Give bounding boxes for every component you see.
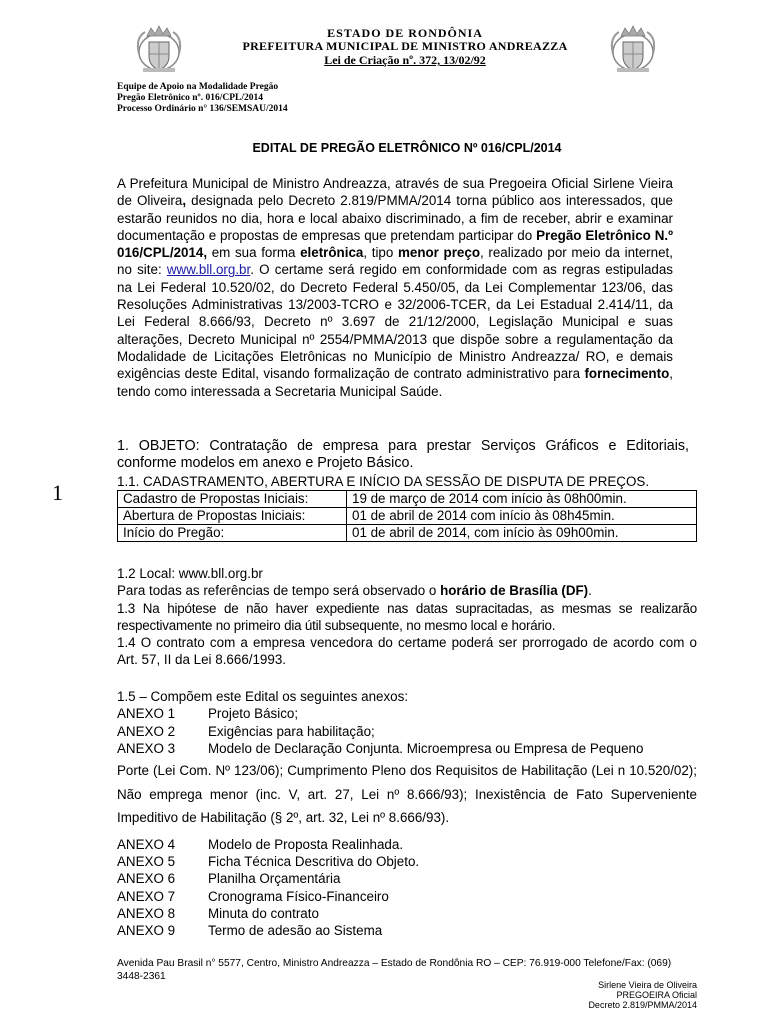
list-item — [117, 723, 697, 740]
schedule-label: Abertura de Propostas Iniciais: — [118, 508, 347, 525]
schedule-label: Cadastro de Propostas Iniciais: — [118, 491, 347, 508]
intro-paragraph — [117, 175, 673, 400]
list-item — [117, 836, 697, 853]
note-text: . — [588, 583, 592, 599]
intro-text: A Prefeitura Municipal de Ministro Andreazza, através de sua Pregoeira Oficial Sirlene Vieira de Oliveira — [117, 176, 673, 209]
annex-desc: Cronograma Físico-Financeiro — [208, 888, 389, 904]
annex-desc: Termo de adesão ao Sistema — [208, 923, 383, 939]
annex-id: ANEXO 7 — [117, 888, 176, 904]
annex-desc: Ficha Técnica Descritiva do Objeto. — [208, 853, 420, 869]
signature-line: PREGOEIRA Oficial — [616, 990, 697, 1000]
annex-id: ANEXO 2 — [117, 723, 176, 739]
list-item — [117, 888, 697, 905]
letterhead — [0, 0, 770, 120]
note-text: Para todas as referências de tempo será observado o — [117, 583, 441, 599]
annex-desc: Projeto Básico; — [208, 706, 299, 722]
annex-id: ANEXO 6 — [117, 871, 176, 887]
table-row — [118, 491, 697, 508]
intro-bold: fornecimento — [584, 366, 670, 382]
annex-id: ANEXO 9 — [117, 923, 176, 939]
schedule-value: 19 de março de 2014 com início às 08h00min. — [347, 491, 697, 508]
meta-line: Pregão Eletrônico nº. 016/CPL/2014 — [117, 93, 263, 103]
municipal-crest-icon — [607, 24, 659, 74]
list-item — [117, 922, 697, 939]
footer-address: Avenida Pau Brasil n° 5577, Centro, Ministro Andreazza – Estado de Rondônia RO – CEP: 76.919-000 Telefone/Fax: (069) 3448-2361 — [117, 958, 672, 982]
section-1-1-heading: 1.1. CADASTRAMENTO, ABERTURA E INÍCIO DA SESSÃO DE DISPUTA DE PREÇOS. — [117, 474, 650, 489]
signature-line: Decreto 2.819/PMMA/2014 — [588, 1000, 697, 1010]
document-title: EDITAL DE PREGÃO ELETRÔNICO Nº 016/CPL/2014 — [252, 141, 562, 155]
annexes-section — [117, 688, 697, 939]
annex-id: ANEXO 4 — [117, 836, 176, 852]
table-row — [118, 508, 697, 525]
schedule-value: 01 de abril de 2014, com início às 09h00min. — [347, 525, 697, 542]
object-section: 1. OBJETO: Contratação de empresa para prestar Serviços Gráficos e Editoriais, conforme modelos em anexo e Projeto Básico. — [117, 438, 689, 471]
schedule-table — [117, 490, 697, 542]
meta-line: Processo Ordinário n° 136/SEMSAU/2014 — [117, 104, 288, 114]
page-number: 1 — [52, 480, 63, 505]
section-1-5: 1.5 – Compõem este Edital os seguintes anexos: — [117, 689, 409, 704]
intro-bold: Pregão Eletrônico N.º 016/CPL/2014, — [117, 227, 673, 261]
annex-id: ANEXO 8 — [117, 905, 176, 921]
section-1-3: 1.3 Na hipótese de não haver expediente nas datas supracitadas, as mesmas se realizarão respectivamente no primeiro dia útil subsequente, no mesmo local e horário. — [117, 600, 697, 633]
header-prefecture: PREFEITURA MUNICIPAL DE MINISTRO ANDREAZZA — [242, 39, 568, 53]
intro-text: , tendo como interessada a Secretaria Municipal Saúde. — [117, 366, 673, 399]
list-item — [117, 870, 697, 887]
annex-desc: Modelo de Proposta Realinhada. — [208, 836, 404, 852]
intro-bold: menor preço — [397, 245, 481, 261]
footer-signature — [588, 980, 697, 1010]
table-row — [118, 525, 697, 542]
brasilia-time-note — [117, 582, 697, 599]
list-item — [117, 705, 697, 722]
annex-desc: Modelo de Declaração Conjunta. Microempresa ou Empresa de Pequeno — [208, 740, 644, 756]
note-bold: horário de Brasília (DF) — [440, 583, 589, 599]
annex-desc: Minuta do contrato — [208, 905, 319, 921]
process-meta — [117, 82, 288, 115]
intro-bold: eletrônica — [300, 245, 364, 261]
meta-line: Equipe de Apoio na Modalidade Pregão — [117, 82, 279, 92]
intro-text: . O certame será regido em conformidade com as regras estipuladas na Lei Federal 10.520/02, do Decreto Federal 5.450/05, da Lei Complementar 123/06, das Resoluções Administrativas 13/2003-TCRO e 32/2006-TCER, da Lei Estadual 2.414/11, da Lei Federal 8.666/93, Decreto nº 3.697 de 21/12/2000, Legislação Municipal e suas alterações, Decreto Municipal nº 2554/PMMA/2013 que dispõe sobre a regulamentação da Modalidade de Licitações Eletrônicas no Município de Ministro Andreazza/ RO, e demais exigências deste Edital, visando formalização de contrato administrativo para — [117, 262, 673, 382]
list-item — [117, 740, 697, 757]
header-state: ESTADO DE RONDÔNIA — [327, 26, 483, 40]
signature-line: Sirlene Vieira de Oliveira — [598, 980, 697, 990]
intro-text: designada pelo Decreto 2.819/PMMA/2014 torna público aos interessados, que estarão reunidos no dia, hora e local abaixo discriminado, a fim de receber, abrir e examinar documentação e propostas de empresas que pretendam participar do — [117, 193, 673, 243]
annex-3-continuation: Porte (Lei Com. Nº 123/06); Cumprimento Pleno dos Requisitos de Habilitação (Lei n 10.520/02); Não emprega menor (inc. V, art. 27, Lei nº 8.666/93); Inexistência de Fato Superveniente Impeditivo de Habilitação (§ 2º, art. 32, Lei nº 8.666/93). — [117, 763, 697, 826]
intro-text: , — [182, 193, 187, 209]
annex-desc: Planilha Orçamentária — [208, 871, 341, 887]
intro-text: , realizado por meio da internet, no site: — [117, 245, 673, 278]
sections-1-2-to-1-4 — [117, 565, 697, 669]
section-1-2: 1.2 Local: www.bll.org.br — [117, 566, 263, 581]
annex-id: ANEXO 1 — [117, 706, 176, 722]
annex-desc: Exigências para habilitação; — [208, 723, 375, 739]
municipal-crest-icon — [133, 24, 185, 74]
intro-text: , tipo — [363, 245, 398, 261]
section-1-4: 1.4 O contrato com a empresa vencedora do certame poderá ser prorrogado de acordo com o Art. 57, II da Lei 8.666/1993. — [117, 635, 697, 668]
site-link[interactable]: www.bll.org.br — [166, 262, 251, 278]
intro-text: em sua forma — [207, 245, 301, 261]
header-law: Lei de Criação nº. 372, 13/02/92 — [324, 53, 486, 67]
schedule-value: 01 de abril de 2014 com início às 08h45min. — [347, 508, 697, 525]
annex-id: ANEXO 3 — [117, 740, 176, 756]
annex-id: ANEXO 5 — [117, 853, 176, 869]
list-item — [117, 905, 697, 922]
schedule-label: Início do Pregão: — [118, 525, 347, 542]
list-item — [117, 853, 697, 870]
